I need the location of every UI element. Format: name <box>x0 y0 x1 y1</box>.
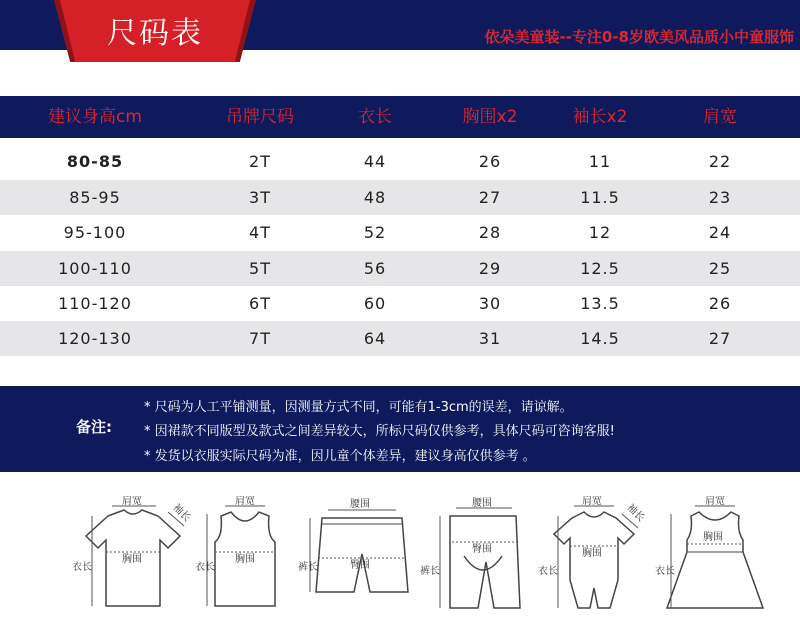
table-row <box>0 215 800 250</box>
tshirt-diagram <box>72 496 194 612</box>
label-chest: 胸围 <box>703 532 723 543</box>
note-item: * 发货以衣服实际尺码为准，因儿童个体差异，建议身高仅供参考 。 <box>144 449 536 464</box>
cell-chest: 27 <box>478 188 502 207</box>
notes-label: 备注: <box>76 418 112 436</box>
romper-diagram <box>538 496 650 612</box>
table-row <box>0 251 800 286</box>
cell-height: 120-130 <box>58 329 132 348</box>
cell-sleeve: 14.5 <box>580 329 620 348</box>
table-row <box>0 286 800 321</box>
page-title: 尺码表 <box>107 16 203 51</box>
label-length: 衣长 <box>655 566 675 577</box>
label-length: 衣长 <box>538 566 558 577</box>
cell-tag-size: 5T <box>249 259 271 278</box>
col-tag-size: 吊牌尺码 <box>226 107 294 127</box>
label-chest: 胸围 <box>122 554 142 565</box>
label-waist: 腰围 <box>472 498 492 509</box>
note-item: * 尺码为人工平铺测量，因测量方式不同，可能有1-3cm的误差，请谅解。 <box>144 400 573 415</box>
dress-diagram <box>655 496 775 612</box>
shorts-icon <box>298 496 416 612</box>
cell-sleeve: 12 <box>588 223 612 242</box>
col-shoulder: 肩宽 <box>703 107 737 127</box>
cell-height: 80-85 <box>66 152 124 171</box>
label-pants-length: 裤长 <box>420 566 440 577</box>
label-chest: 胸围 <box>582 548 602 559</box>
cell-chest: 31 <box>478 329 502 348</box>
brand-slogan: 依朵美童装--专注0-8岁欧美风品质小中童服饰 <box>484 28 794 46</box>
tshirt-icon <box>72 496 194 612</box>
label-shoulder: 肩宽 <box>705 496 725 507</box>
cell-sleeve: 11 <box>588 152 612 171</box>
table-row <box>0 180 800 215</box>
table-row <box>0 144 800 179</box>
cell-tag-size: 6T <box>249 294 271 313</box>
shorts-diagram <box>298 496 416 612</box>
cell-chest: 26 <box>478 152 502 171</box>
cell-shoulder: 22 <box>708 152 732 171</box>
label-sleeve: 袖长 <box>624 502 647 525</box>
note-item: * 因裙款不同版型及款式之间差异较大，所标尺码仅供参考，具体尺码可咨询客服! <box>144 424 615 439</box>
vest-diagram <box>195 496 295 612</box>
cell-length: 60 <box>363 294 387 313</box>
cell-height: 110-120 <box>58 294 132 313</box>
cell-length: 52 <box>363 223 387 242</box>
cell-chest: 29 <box>478 259 502 278</box>
cell-shoulder: 25 <box>708 259 732 278</box>
notes-band <box>0 386 800 472</box>
romper-icon <box>538 496 650 612</box>
label-chest: 胸围 <box>235 554 255 565</box>
label-pants-length: 裤长 <box>298 562 318 573</box>
col-length: 衣长 <box>358 107 392 127</box>
col-height: 建议身高cm <box>48 107 142 127</box>
cell-chest: 30 <box>478 294 502 313</box>
label-shoulder: 肩宽 <box>122 496 142 507</box>
cell-chest: 28 <box>478 223 502 242</box>
cell-length: 56 <box>363 259 387 278</box>
cell-shoulder: 23 <box>708 188 732 207</box>
cell-shoulder: 26 <box>708 294 732 313</box>
pants-icon <box>420 496 530 612</box>
cell-length: 64 <box>363 329 387 348</box>
cell-sleeve: 13.5 <box>580 294 620 313</box>
label-hip: 臀围 <box>472 544 492 555</box>
cell-sleeve: 12.5 <box>580 259 620 278</box>
cell-sleeve: 11.5 <box>580 188 620 207</box>
table-header <box>0 96 800 138</box>
cell-shoulder: 27 <box>708 329 732 348</box>
table-row <box>0 321 800 356</box>
cell-shoulder: 24 <box>708 223 732 242</box>
col-chest: 胸围x2 <box>462 107 518 127</box>
dress-icon <box>655 496 775 612</box>
cell-length: 44 <box>363 152 387 171</box>
label-shoulder: 肩宽 <box>582 496 602 507</box>
cell-height: 100-110 <box>58 259 132 278</box>
cell-length: 48 <box>363 188 387 207</box>
cell-tag-size: 2T <box>249 152 271 171</box>
label-length: 衣长 <box>72 562 92 573</box>
label-length: 衣长 <box>195 562 215 573</box>
label-waist: 腰围 <box>350 499 370 510</box>
cell-height: 95-100 <box>63 223 127 242</box>
pants-diagram <box>420 496 530 612</box>
label-sleeve: 袖长 <box>170 502 193 525</box>
cell-tag-size: 3T <box>249 188 271 207</box>
col-sleeve: 袖长x2 <box>572 107 628 127</box>
cell-tag-size: 7T <box>249 329 271 348</box>
cell-tag-size: 4T <box>249 223 271 242</box>
label-shoulder: 肩宽 <box>235 496 255 507</box>
vest-icon <box>195 496 295 612</box>
label-hip: 臀围 <box>350 560 370 571</box>
cell-height: 85-95 <box>69 188 121 207</box>
